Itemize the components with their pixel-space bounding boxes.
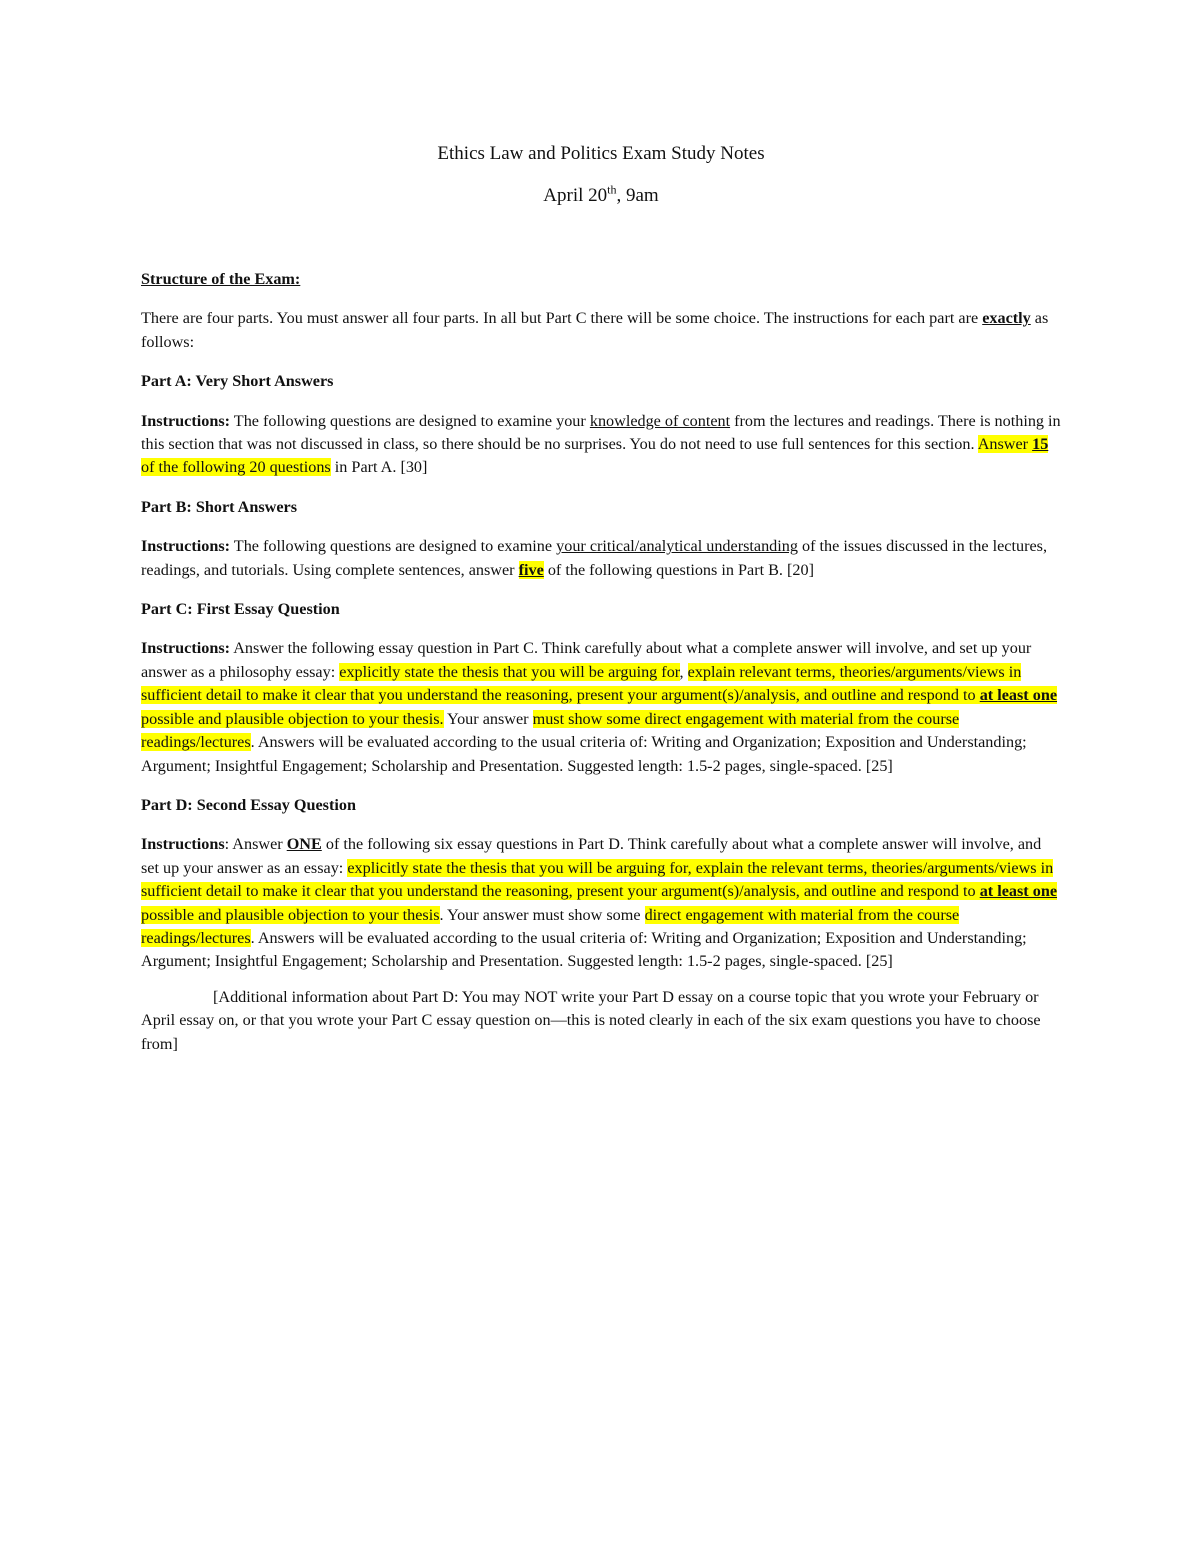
part-a-heading: Part A: Very Short Answers (141, 372, 334, 391)
part-a-text-2: from the lectures and readings. There is nothing in this section that was not discussed in class, so there should be no surprises. You do not need to use full sentences for this section. (141, 411, 1061, 454)
document-title: Ethics Law and Politics Exam Study Notes (437, 143, 765, 164)
part-b-text-3: of the following questions in Part B. [20] (543, 560, 814, 579)
part-b-text-2: of the issues discussed in the lectures, readings, and tutorials. Using complete sentences, answer (141, 537, 1048, 579)
structure-intro-end: as follows: (141, 309, 1049, 351)
part-d-text-4: . Answers will be evaluated according to the usual criteria of: Writing and Organization; Exposition and Understanding; Argument; Insightful Engagement; Scholarship and Presentation. Suggested length: 1.5-2 pages, single-spaced. [25] (141, 928, 1027, 971)
part-c-heading: Part C: First Essay Question (141, 600, 340, 619)
part-b-instructions (141, 535, 1061, 582)
part-b-instructions-label: Instructions: (141, 537, 231, 556)
part-c-text-2: , (679, 662, 688, 681)
part-b-underline-critical: your critical/analytical understanding (556, 537, 798, 556)
part-d-highlight-1: explicitly state the thesis that you will be arguing for, explain the relevant terms, theories/arguments/views in sufficient detail to make it clear that you understand the reasoning, present your argument(s)/analysis, and outline and respond to (141, 858, 1054, 901)
exam-date-time: , 9am (616, 185, 659, 206)
part-d-highlight-2: possible and plausible objection to your thesis (141, 905, 440, 924)
part-c-highlight-4: must show some direct engagement with material from the course readings/lectures (141, 709, 960, 752)
part-b-highlight-five: five (518, 560, 544, 579)
structure-intro-text: There are four parts. You must answer all four parts. In all but Part C there will be some choice. The instructions for each part are (141, 309, 983, 328)
exam-date-prefix: April 20 (543, 185, 608, 206)
part-a-underline-knowledge: knowledge of content (589, 411, 731, 430)
structure-heading: Structure of the Exam: (141, 270, 301, 288)
part-a-highlight-2: of the following 20 questions (141, 458, 331, 477)
part-d-instructions-label: Instructions (141, 835, 225, 854)
part-a-instructions-label: Instructions: (141, 411, 231, 430)
structure-intro (141, 307, 1061, 354)
part-c-text-3: Your answer (443, 709, 533, 728)
part-d-highlight-at-least-one: at least one (979, 882, 1058, 901)
part-a-highlight-number: 15 (1032, 435, 1049, 454)
part-c-instructions-label: Instructions: (141, 639, 231, 658)
part-d-text-2: of the following six essay questions in Part D. Think carefully about what a complete answer will involve, and set up your answer as an essay: (141, 835, 1042, 877)
structure-intro-exactly: exactly (982, 309, 1031, 328)
part-c-highlight-1: explicitly state the thesis that you will be arguing for (339, 662, 680, 681)
part-c-highlight-at-least-one: at least one (979, 686, 1058, 705)
part-c-highlight-3: possible and plausible objection to your thesis. (141, 709, 444, 728)
part-b-heading: Part B: Short Answers (141, 497, 298, 516)
part-d-additional-info: [Additional information about Part D: You may NOT write your Part D essay on a course topic that you wrote your February or April essay on, or that you wrote your Part C essay question on—this is noted clearly in each of the six exam questions you have to choose from] (141, 987, 1041, 1053)
exam-date-superscript: th (607, 182, 617, 197)
part-a-text-1: The following questions are designed to examine your (230, 411, 590, 430)
part-d-instructions (141, 833, 1061, 973)
document-body (141, 140, 1061, 1056)
part-d-underline-one: ONE (286, 835, 322, 854)
part-a-text-3: in Part A. [30] (330, 458, 428, 477)
part-c-instructions (141, 637, 1061, 777)
part-b-text-1: The following questions are designed to examine (230, 537, 557, 556)
exam-date (141, 182, 1061, 210)
part-d-text-1: : Answer (224, 835, 287, 854)
part-d-highlight-3: direct engagement with material from the course readings/lectures (141, 905, 960, 947)
part-d-heading: Part D: Second Essay Question (141, 795, 356, 814)
part-c-highlight-2: explain relevant terms, theories/arguments/views in sufficient detail to make it clear that you understand the reasoning, present your argument(s)/analysis, and outline and respond to (141, 662, 1022, 705)
part-c-text-1: Answer the following essay question in Part C. Think carefully about what a complete answer will involve, and set up your answer as a philosophy essay: (141, 639, 1032, 681)
part-d-text-3: . Your answer must show some (439, 905, 645, 924)
part-a-instructions (141, 410, 1061, 480)
part-a-highlight-1: Answer (977, 435, 1033, 454)
part-c-text-4: . Answers will be evaluated according to the usual criteria of: Writing and Organization; Exposition and Understanding; Argument; Insightful Engagement; Scholarship and Presentation. Suggested length: 1.5-2 pages, single-spaced. [25] (141, 733, 1027, 775)
